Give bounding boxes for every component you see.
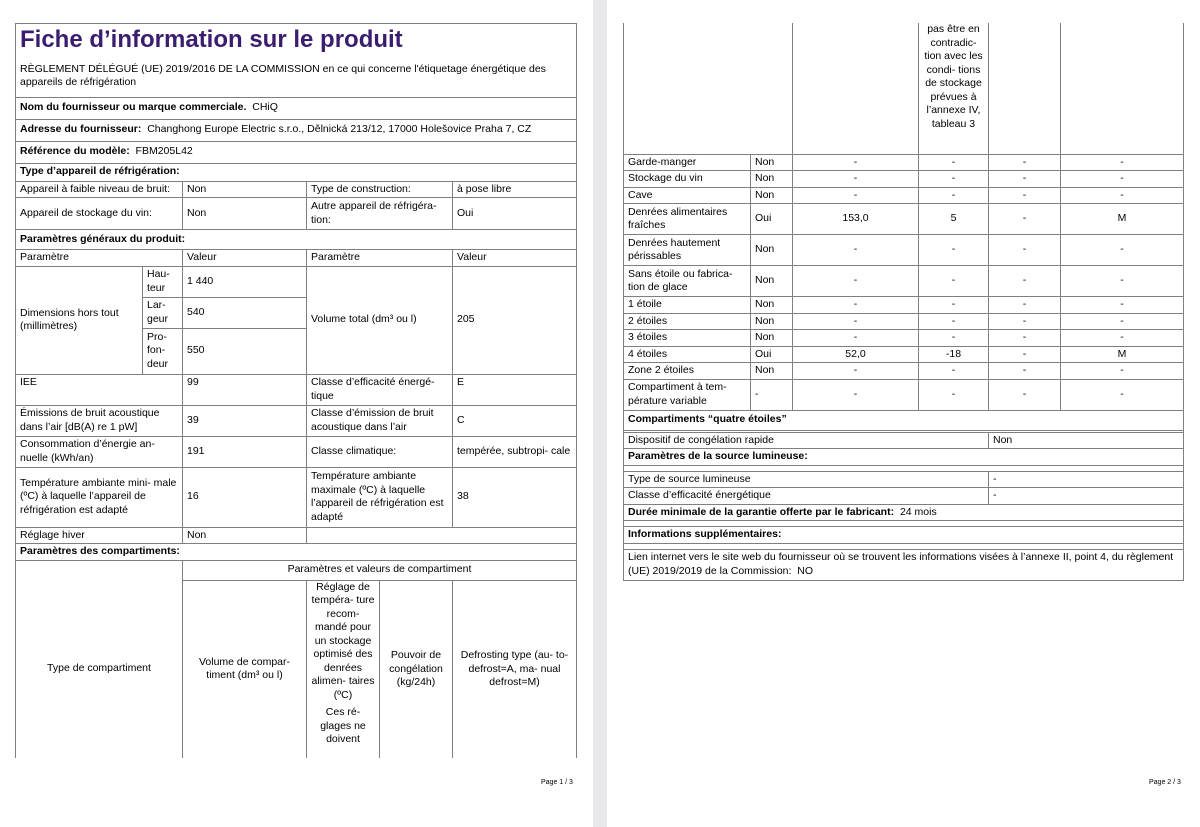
- compartment-row: [624, 346, 1184, 363]
- warranty-row: [624, 504, 1184, 521]
- compartment-row: [624, 313, 1184, 330]
- efficiency-class-value: E: [453, 374, 577, 405]
- compartment-present: Non: [751, 171, 793, 188]
- compartment-volume: -: [793, 171, 919, 188]
- compartment-row: [624, 154, 1184, 171]
- col-header-param-2: Paramètre: [307, 250, 453, 267]
- compartment-defrost: -: [1061, 154, 1184, 171]
- appliance-type-heading: Type d’appareil de réfrigération:: [16, 163, 577, 181]
- compartment-freezing: -: [989, 171, 1061, 188]
- compartment-freezing: -: [989, 330, 1061, 347]
- compartment-volume: 153,0: [793, 204, 919, 235]
- model-reference-row: [16, 141, 577, 163]
- compartment-volume: -: [793, 154, 919, 171]
- climate-class-label: Classe climatique:: [307, 436, 453, 467]
- compartment-defrost: -: [1061, 313, 1184, 330]
- climate-class-value: tempérée, subtropi- cale: [453, 436, 577, 467]
- page-number-1: Page 1 / 3: [541, 779, 573, 786]
- compartment-volume: -: [793, 235, 919, 266]
- compartment-volume: 52,0: [793, 346, 919, 363]
- compartment-defrost: M: [1061, 204, 1184, 235]
- compartment-freezing: -: [989, 363, 1061, 380]
- compartment-name: Denrées alimentaires fraîches: [624, 204, 751, 235]
- compartment-temperature: -: [919, 379, 989, 410]
- compartment-name: Denrées hautement périssables: [624, 235, 751, 266]
- compartment-name: Compartiment à tem- pérature variable: [624, 379, 751, 410]
- col-temperature-setting-part2: Ces ré- glages ne doivent: [320, 706, 366, 745]
- compartment-temperature: -: [919, 171, 989, 188]
- page-title: Fiche d’information sur le produit: [16, 24, 577, 57]
- compartment-row: [624, 187, 1184, 204]
- model-reference-label: Référence du modèle:: [20, 145, 130, 158]
- total-volume-label: Volume total (dm³ ou l): [307, 266, 453, 374]
- supplier-address-value: Changhong Europe Electric s.r.o., Dělnická 213/12, 17000 Holešovice Praha 7, CZ: [147, 123, 532, 136]
- low-noise-label: Appareil à faible niveau de bruit:: [16, 181, 183, 198]
- light-class-value: -: [989, 488, 1184, 505]
- dimensions-label: Dimensions hors tout (millimètres): [16, 266, 143, 374]
- compartment-row: [624, 204, 1184, 235]
- additional-info-heading: Informations supplémentaires:: [624, 527, 1184, 544]
- supplier-link-value: NO: [797, 564, 814, 577]
- document-page-1: [0, 0, 593, 827]
- compartment-temperature: -: [919, 330, 989, 347]
- compartment-name: 2 étoiles: [624, 313, 751, 330]
- compartment-volume: -: [793, 363, 919, 380]
- compartment-present: Non: [751, 187, 793, 204]
- compartment-name: Stockage du vin: [624, 171, 751, 188]
- compartment-freezing: -: [989, 187, 1061, 204]
- compartment-defrost: M: [1061, 346, 1184, 363]
- winter-setting-value: Non: [183, 527, 307, 544]
- compartment-temperature: -: [919, 235, 989, 266]
- height-value: 1 440: [183, 266, 307, 297]
- depth-value: 550: [183, 328, 307, 374]
- supplier-address-row: [16, 119, 577, 141]
- compartment-temperature: -: [919, 363, 989, 380]
- col-compartment-type: Type de compartiment: [16, 580, 183, 758]
- compartment-temperature: -18: [919, 346, 989, 363]
- col-temperature-setting-part1: Réglage de tempéra- ture recom- mandé pour un stockage optimisé des denrées alimen- taires (ºC): [311, 580, 375, 701]
- energy-consumption-value: 191: [183, 436, 307, 467]
- compartment-name: Sans étoile ou fabrica- tion de glace: [624, 266, 751, 297]
- col-header-value-2: Valeur: [453, 250, 577, 267]
- compartment-freezing: -: [989, 204, 1061, 235]
- min-ambient-temp-label: Température ambiante mini- male (ºC) à laquelle l’appareil de réfrigération est adapté: [16, 467, 183, 527]
- compartment-defrost: -: [1061, 297, 1184, 314]
- compartment-params-heading: Paramètres des compartiments:: [16, 544, 577, 561]
- col-defrost-type: Defrosting type (au- to-defrost=A, ma- nual defrost=M): [453, 580, 577, 758]
- fast-freeze-label: Dispositif de congélation rapide: [624, 432, 989, 449]
- compartment-defrost: -: [1061, 187, 1184, 204]
- noise-class-value: C: [453, 405, 577, 436]
- construction-type-label: Type de construction:: [307, 181, 453, 198]
- col-temperature-setting-cont: pas être en contradic- tion avec les condi- tions de stockage prévues à l’annexe IV, tableau 3: [919, 23, 989, 154]
- product-info-table: [15, 23, 577, 758]
- wine-storage-value: Non: [183, 198, 307, 230]
- compartment-freezing: -: [989, 297, 1061, 314]
- compartment-defrost: -: [1061, 363, 1184, 380]
- compartment-row: [624, 330, 1184, 347]
- noise-class-label: Classe d’émission de bruit acoustique dans l’air: [307, 405, 453, 436]
- light-type-label: Type de source lumineuse: [624, 471, 989, 488]
- compartment-present: Non: [751, 235, 793, 266]
- compartment-present: Oui: [751, 204, 793, 235]
- light-type-value: -: [989, 471, 1184, 488]
- warranty-label: Durée minimale de la garantie offerte par le fabricant:: [628, 505, 895, 518]
- eei-value: 99: [183, 374, 307, 405]
- wine-storage-label: Appareil de stockage du vin:: [16, 198, 183, 230]
- compartment-freezing: -: [989, 346, 1061, 363]
- document-page-2: [607, 0, 1200, 827]
- compartment-present: Non: [751, 154, 793, 171]
- compartment-volume: -: [793, 297, 919, 314]
- max-ambient-temp-value: 38: [453, 467, 577, 527]
- four-star-heading: Compartiments “quatre étoiles”: [624, 410, 1184, 430]
- compartment-present: Non: [751, 313, 793, 330]
- light-source-heading: Paramètres de la source lumineuse:: [624, 449, 1184, 466]
- supplier-name-label: Nom du fournisseur ou marque commerciale.: [20, 101, 247, 114]
- winter-setting-label: Réglage hiver: [16, 527, 183, 544]
- compartment-temperature: -: [919, 297, 989, 314]
- compartment-present: Non: [751, 363, 793, 380]
- model-reference-value: FBM205L42: [135, 145, 193, 158]
- compartment-group-header: Paramètres et valeurs de compartiment: [183, 560, 577, 580]
- compartment-defrost: -: [1061, 235, 1184, 266]
- min-ambient-temp-value: 16: [183, 467, 307, 527]
- supplier-link-text: Lien internet vers le site web du fournisseur où se trouvent les informations visées à l’annexe II, point 4, du règlement (UE) 2019/2019 de la Commission:: [628, 551, 1174, 577]
- compartment-temperature: -: [919, 154, 989, 171]
- compartment-volume: -: [793, 379, 919, 410]
- general-params-heading: Paramètres généraux du produit:: [16, 230, 577, 250]
- light-class-label: Classe d’efficacité énergétique: [624, 488, 989, 505]
- compartment-row: [624, 266, 1184, 297]
- height-label: Hau- teur: [143, 266, 183, 297]
- efficiency-class-label: Classe d’efficacité énergé- tique: [307, 374, 453, 405]
- compartment-row: [624, 363, 1184, 380]
- compartment-temperature: 5: [919, 204, 989, 235]
- compartment-volume: -: [793, 266, 919, 297]
- other-appliance-value: Oui: [453, 198, 577, 230]
- compartment-volume: -: [793, 313, 919, 330]
- compartment-freezing: -: [989, 313, 1061, 330]
- compartment-present: Non: [751, 297, 793, 314]
- compartment-defrost: -: [1061, 266, 1184, 297]
- compartment-freezing: -: [989, 379, 1061, 410]
- compartment-row: [624, 235, 1184, 266]
- col-header-param-1: Paramètre: [16, 250, 183, 267]
- compartment-values-table: [623, 23, 1184, 581]
- noise-emission-value: 39: [183, 405, 307, 436]
- supplier-link-row: [624, 549, 1184, 580]
- compartment-present: -: [751, 379, 793, 410]
- col-compartment-volume: Volume de compar- timent (dm³ ou l): [183, 580, 307, 758]
- total-volume-value: 205: [453, 266, 577, 374]
- warranty-value: 24 mois: [899, 505, 937, 518]
- compartment-name: 1 étoile: [624, 297, 751, 314]
- depth-label: Pro- fon- deur: [143, 328, 183, 374]
- supplier-address-label: Adresse du fournisseur:: [20, 123, 142, 136]
- col-freezing-capacity: Pouvoir de congélation (kg/24h): [380, 580, 453, 758]
- compartment-row: [624, 171, 1184, 188]
- compartment-name: 3 étoiles: [624, 330, 751, 347]
- compartment-row: [624, 297, 1184, 314]
- compartment-present: Non: [751, 266, 793, 297]
- compartment-present: Oui: [751, 346, 793, 363]
- compartment-freezing: -: [989, 266, 1061, 297]
- compartment-defrost: -: [1061, 379, 1184, 410]
- compartment-rows: [624, 154, 1184, 410]
- construction-type-value: à pose libre: [453, 181, 577, 198]
- fast-freeze-value: Non: [989, 432, 1184, 449]
- page-separator: [593, 0, 607, 827]
- compartment-freezing: -: [989, 235, 1061, 266]
- compartment-name: 4 étoiles: [624, 346, 751, 363]
- page-number-2: Page 2 / 3: [1149, 779, 1181, 786]
- other-appliance-label: Autre appareil de réfrigéra- tion:: [307, 198, 453, 230]
- compartment-name: Garde-manger: [624, 154, 751, 171]
- compartment-volume: -: [793, 330, 919, 347]
- eei-label: IEE: [16, 374, 183, 405]
- width-value: 540: [183, 297, 307, 328]
- compartment-temperature: -: [919, 266, 989, 297]
- noise-emission-label: Émissions de bruit acoustique dans l’air [dB(A) re 1 pW]: [16, 405, 183, 436]
- energy-consumption-label: Consommation d’énergie an- nuelle (kWh/an): [16, 436, 183, 467]
- compartment-temperature: -: [919, 187, 989, 204]
- max-ambient-temp-label: Température ambiante maximale (ºC) à laquelle l’appareil de réfrigération est adapté: [307, 467, 453, 527]
- compartment-defrost: -: [1061, 330, 1184, 347]
- compartment-volume: -: [793, 187, 919, 204]
- width-label: Lar- geur: [143, 297, 183, 328]
- compartment-present: Non: [751, 330, 793, 347]
- low-noise-value: Non: [183, 181, 307, 198]
- col-header-value-1: Valeur: [183, 250, 307, 267]
- compartment-row: [624, 379, 1184, 410]
- compartment-name: Cave: [624, 187, 751, 204]
- regulation-text: RÈGLEMENT DÉLÉGUÉ (UE) 2019/2016 DE LA COMMISSION en ce qui concerne l'étiquetage énergétique des appareils de réfrigération: [16, 56, 577, 97]
- supplier-name-value: CHiQ: [252, 101, 278, 114]
- compartment-freezing: -: [989, 154, 1061, 171]
- supplier-name-row: [16, 97, 577, 119]
- compartment-defrost: -: [1061, 171, 1184, 188]
- compartment-temperature: -: [919, 313, 989, 330]
- compartment-name: Zone 2 étoiles: [624, 363, 751, 380]
- col-temperature-setting: [307, 580, 380, 758]
